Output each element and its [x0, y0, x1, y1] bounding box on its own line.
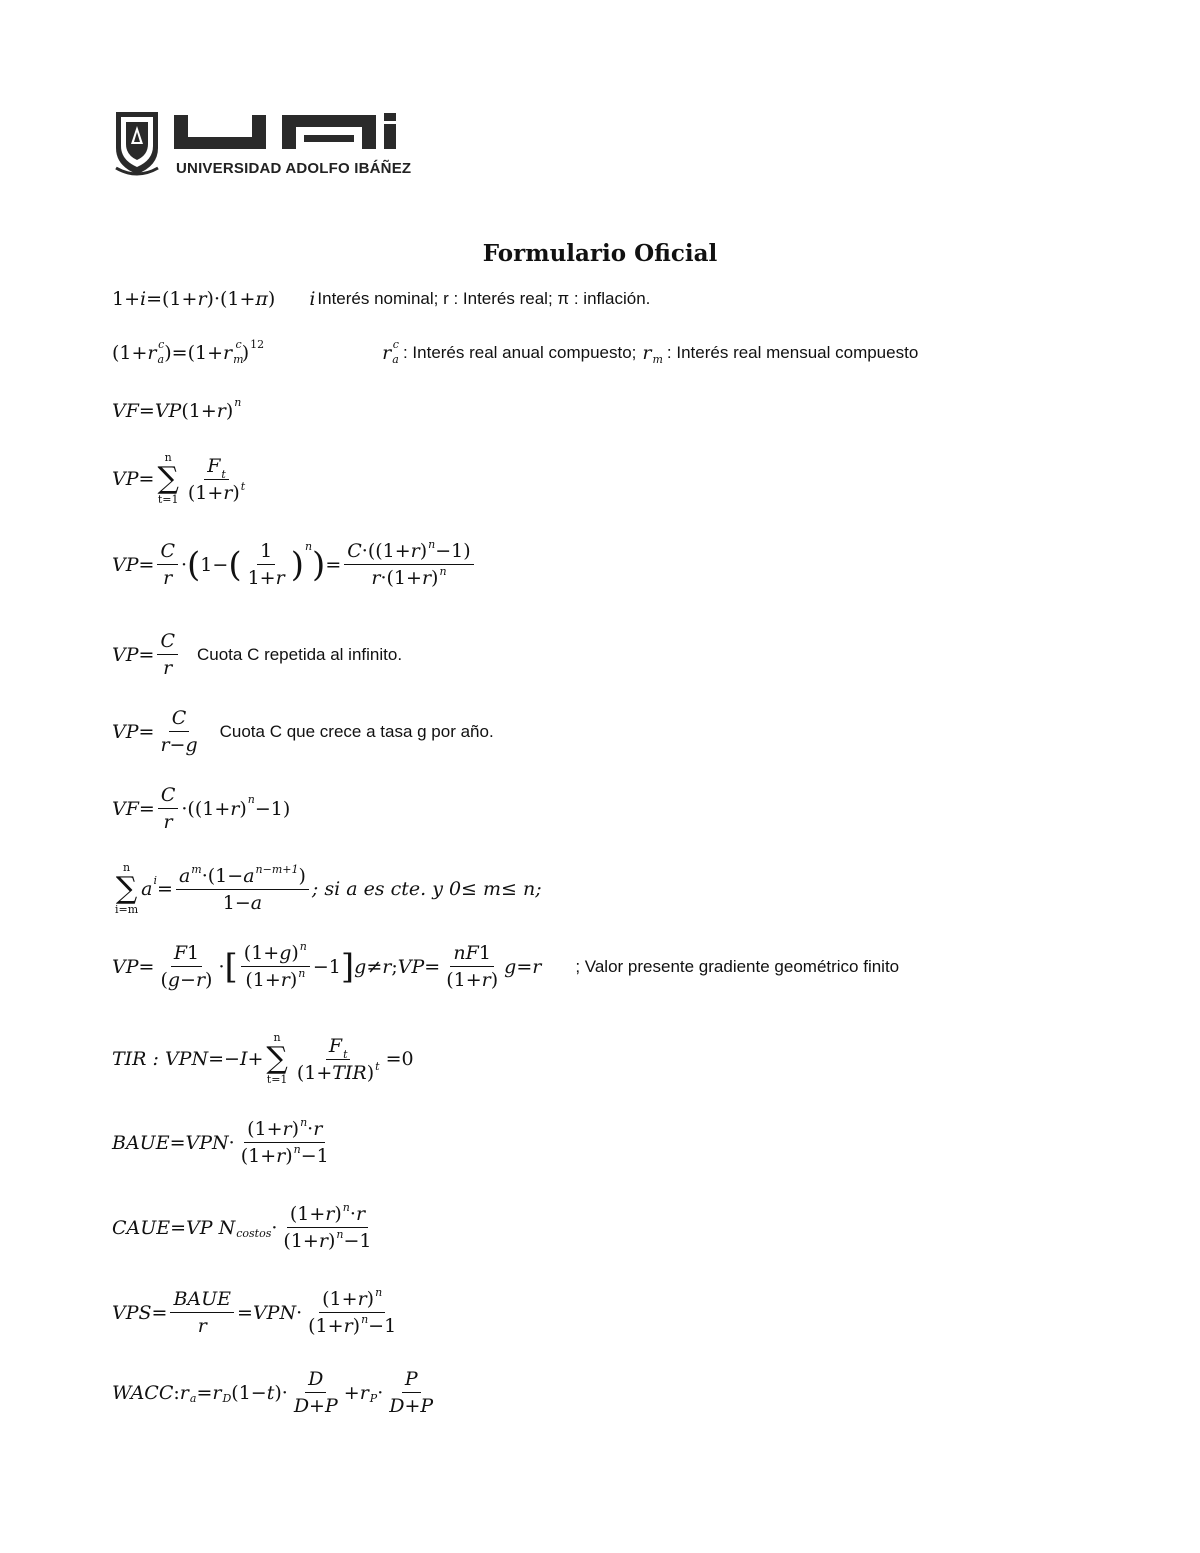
- formula-caue: CAUE = VP N costos · $\frac{(1+r)^n\cdot r}{(1+r)^n-1}$: [112, 1201, 372, 1252]
- series-condition: ; si a es cte. y 0≤ m≤ n;: [311, 878, 542, 900]
- compound-note-a: : Interés real anual compuesto;: [402, 343, 637, 362]
- perpetuity-note: Cuota C repetida al infinito.: [196, 644, 403, 664]
- formula-future-annuity: VF = $\frac{C}{r}$ ·((1+ r ) n −1): [112, 784, 291, 833]
- formula-geometric-series: n ∑ i=m a i = $\frac{a^m\cdot(1-a^{n-m+1})}{1-a}$ ; si a es cte. y 0≤ m≤ n;: [115, 861, 542, 916]
- formula-fisher: 1+ i =(1+ r )·(1+ π ) i Interés nominal; r : Interés real; π : inflación.: [112, 288, 651, 310]
- caue-label: CAUE: [112, 1216, 171, 1239]
- formula-growing-perpetuity: VP = $\frac{C}{r-g}$ Cuota C que crece a tasa g por año.: [112, 707, 494, 756]
- fisher-note: Interés nominal; r : Interés real; π : inflación.: [317, 289, 651, 308]
- uai-logo: [112, 110, 412, 180]
- baue-label: BAUE: [112, 1131, 170, 1154]
- tir-label: TIR : VPN: [112, 1048, 209, 1070]
- page-title: Formulario Oficial: [482, 240, 718, 267]
- growing-note: Cuota C que crece a tasa g por año.: [219, 721, 494, 741]
- formula-perpetuity: VP = $\frac{C}{r}$ Cuota C repetida al infinito.: [112, 630, 403, 679]
- formula-baue: BAUE = VPN · $\frac{(1+r)^n\cdot r}{(1+r)^n-1}$: [112, 1116, 329, 1167]
- vps-label: VPS: [112, 1301, 152, 1324]
- formula-present-value-sum: VP = n ∑ t=1 $\frac{F_t}{(1+r)^t}$: [112, 451, 246, 506]
- formula-vps: VPS = $\frac{\text{BAUE}}{r}$ = VPN · $\frac{(1+r)^n}{(1+r)^n-1}$: [112, 1286, 397, 1337]
- formula-compound-rate: (1+ r a c )=(1+ r m c ) 12 r a c : Interés real anual compuesto; r m : Interés real mensual compuesto: [112, 337, 919, 366]
- formula-geometric-gradient: VP = $\frac{F1}{(g-r)}$ · [ $\frac{(1+g)^n}{(1+r)^n}$ −1 ] g ≠ r ; VP = $\frac{nF1}{(1+r)}$ g = r ; Valor presente gradiente geométrico finito: [112, 940, 900, 991]
- costos-subscript: costos: [236, 1227, 272, 1240]
- formula-tir: TIR : VPN =− I + n ∑ t=1 $\frac{F_t}{(1+TIR)^t}$ =0: [112, 1031, 414, 1086]
- formula-future-value: VF = VP (1+ r ) n: [112, 395, 242, 422]
- logo-wordmark: UNIVERSIDAD ADOLFO IBÁÑEZ: [176, 160, 412, 177]
- formula-wacc: WACC : r a = r D (1− t )· $\frac{D}{D+P}$ + r P · $\frac{P}{D+P}$: [112, 1368, 434, 1417]
- formula-annuity: VP = $\frac{C}{r}$ · ( 1− ( $\frac{1}{1+r}$ ) n ) = $\frac{C\cdot((1+r)^n-1)}{r\cdot(1+r)^n}$: [112, 540, 477, 589]
- geometric-note: ; Valor presente gradiente geométrico finito: [575, 956, 900, 976]
- compound-note-b: : Interés real mensual compuesto: [666, 343, 919, 362]
- wacc-label: WACC: [112, 1381, 174, 1404]
